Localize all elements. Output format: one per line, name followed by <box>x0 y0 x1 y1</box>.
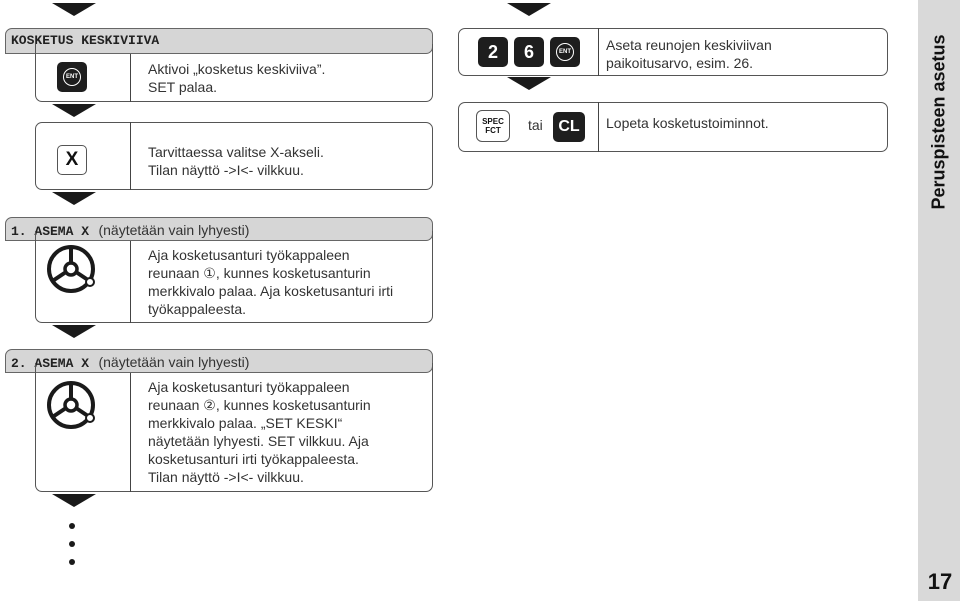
step-text: Aseta reunojen keskiviivan <box>606 37 772 53</box>
step-text: paikoitusarvo, esim. 26. <box>606 55 754 71</box>
spec-fct-key[interactable] <box>476 110 510 142</box>
step-text: Lopeta kosketustoiminnot. <box>606 115 769 131</box>
divider <box>130 373 131 492</box>
position-note: (näytetään vain lyhyesti) <box>98 354 250 370</box>
step-text: Tilan näyttö ->I<- vilkkuu. <box>148 162 304 178</box>
flow-arrow <box>52 104 96 117</box>
continuation-dot <box>69 541 75 547</box>
step-text: reunaan ②, kunnes kosketusanturin <box>148 397 371 413</box>
divider <box>130 241 131 323</box>
divider <box>130 122 131 190</box>
flow-arrow <box>52 192 96 205</box>
section-tab-label: Peruspisteen asetus <box>928 34 949 210</box>
divider <box>598 102 599 152</box>
step-text: kosketusanturi irti työkappaleesta. <box>148 451 359 467</box>
x-key[interactable]: X <box>57 145 87 175</box>
flow-arrow <box>507 3 551 16</box>
spec-key-label: SPEC <box>482 117 504 126</box>
ent-key-label: ENT <box>63 68 81 86</box>
flow-arrow <box>52 494 96 507</box>
step-text: työkappaleesta. <box>148 301 247 317</box>
step-text: Aktivoi „kosketus keskiviiva”. <box>148 61 326 77</box>
flow-arrow <box>507 77 551 90</box>
divider <box>598 28 599 76</box>
step-text: Tarvittaessa valitse X-akseli. <box>148 144 324 160</box>
ent-key[interactable] <box>57 62 87 92</box>
step-text: Tilan näyttö ->I<- vilkkuu. <box>148 469 304 485</box>
fct-key-label: FCT <box>485 126 501 135</box>
continuation-dot <box>69 559 75 565</box>
ent-key-label: ENT <box>556 43 574 61</box>
handwheel-icon <box>44 242 100 298</box>
function-header-title: KOSKETUS KESKIVIIVA <box>11 33 160 48</box>
flow-arrow <box>52 3 96 16</box>
ent-key[interactable] <box>550 37 580 67</box>
position-label: 1. ASEMA X <box>11 224 90 239</box>
step-text: Aja kosketusanturi työkappaleen <box>148 247 350 263</box>
or-text: tai <box>528 117 543 133</box>
step-text: merkkivalo palaa. „SET KESKI“ <box>148 415 343 431</box>
handwheel-icon <box>44 378 100 434</box>
continuation-dot <box>69 523 75 529</box>
step-text: näytetään lyhyesti. SET vilkkuu. Aja <box>148 433 369 449</box>
position-label: 2. ASEMA X <box>11 356 90 371</box>
digit-2-key[interactable]: 2 <box>478 37 508 67</box>
step-text: SET palaa. <box>148 79 218 95</box>
page-number: 17 <box>927 569 953 594</box>
step-text: reunaan ①, kunnes kosketusanturin <box>148 265 371 281</box>
position-note: (näytetään vain lyhyesti) <box>98 222 250 238</box>
divider <box>130 54 131 102</box>
cl-key[interactable]: CL <box>553 112 585 142</box>
digit-6-key[interactable]: 6 <box>514 37 544 67</box>
step-text: merkkivalo palaa. Aja kosketusanturi irti <box>148 283 394 299</box>
step-text: Aja kosketusanturi työkappaleen <box>148 379 350 395</box>
flow-arrow <box>52 325 96 338</box>
